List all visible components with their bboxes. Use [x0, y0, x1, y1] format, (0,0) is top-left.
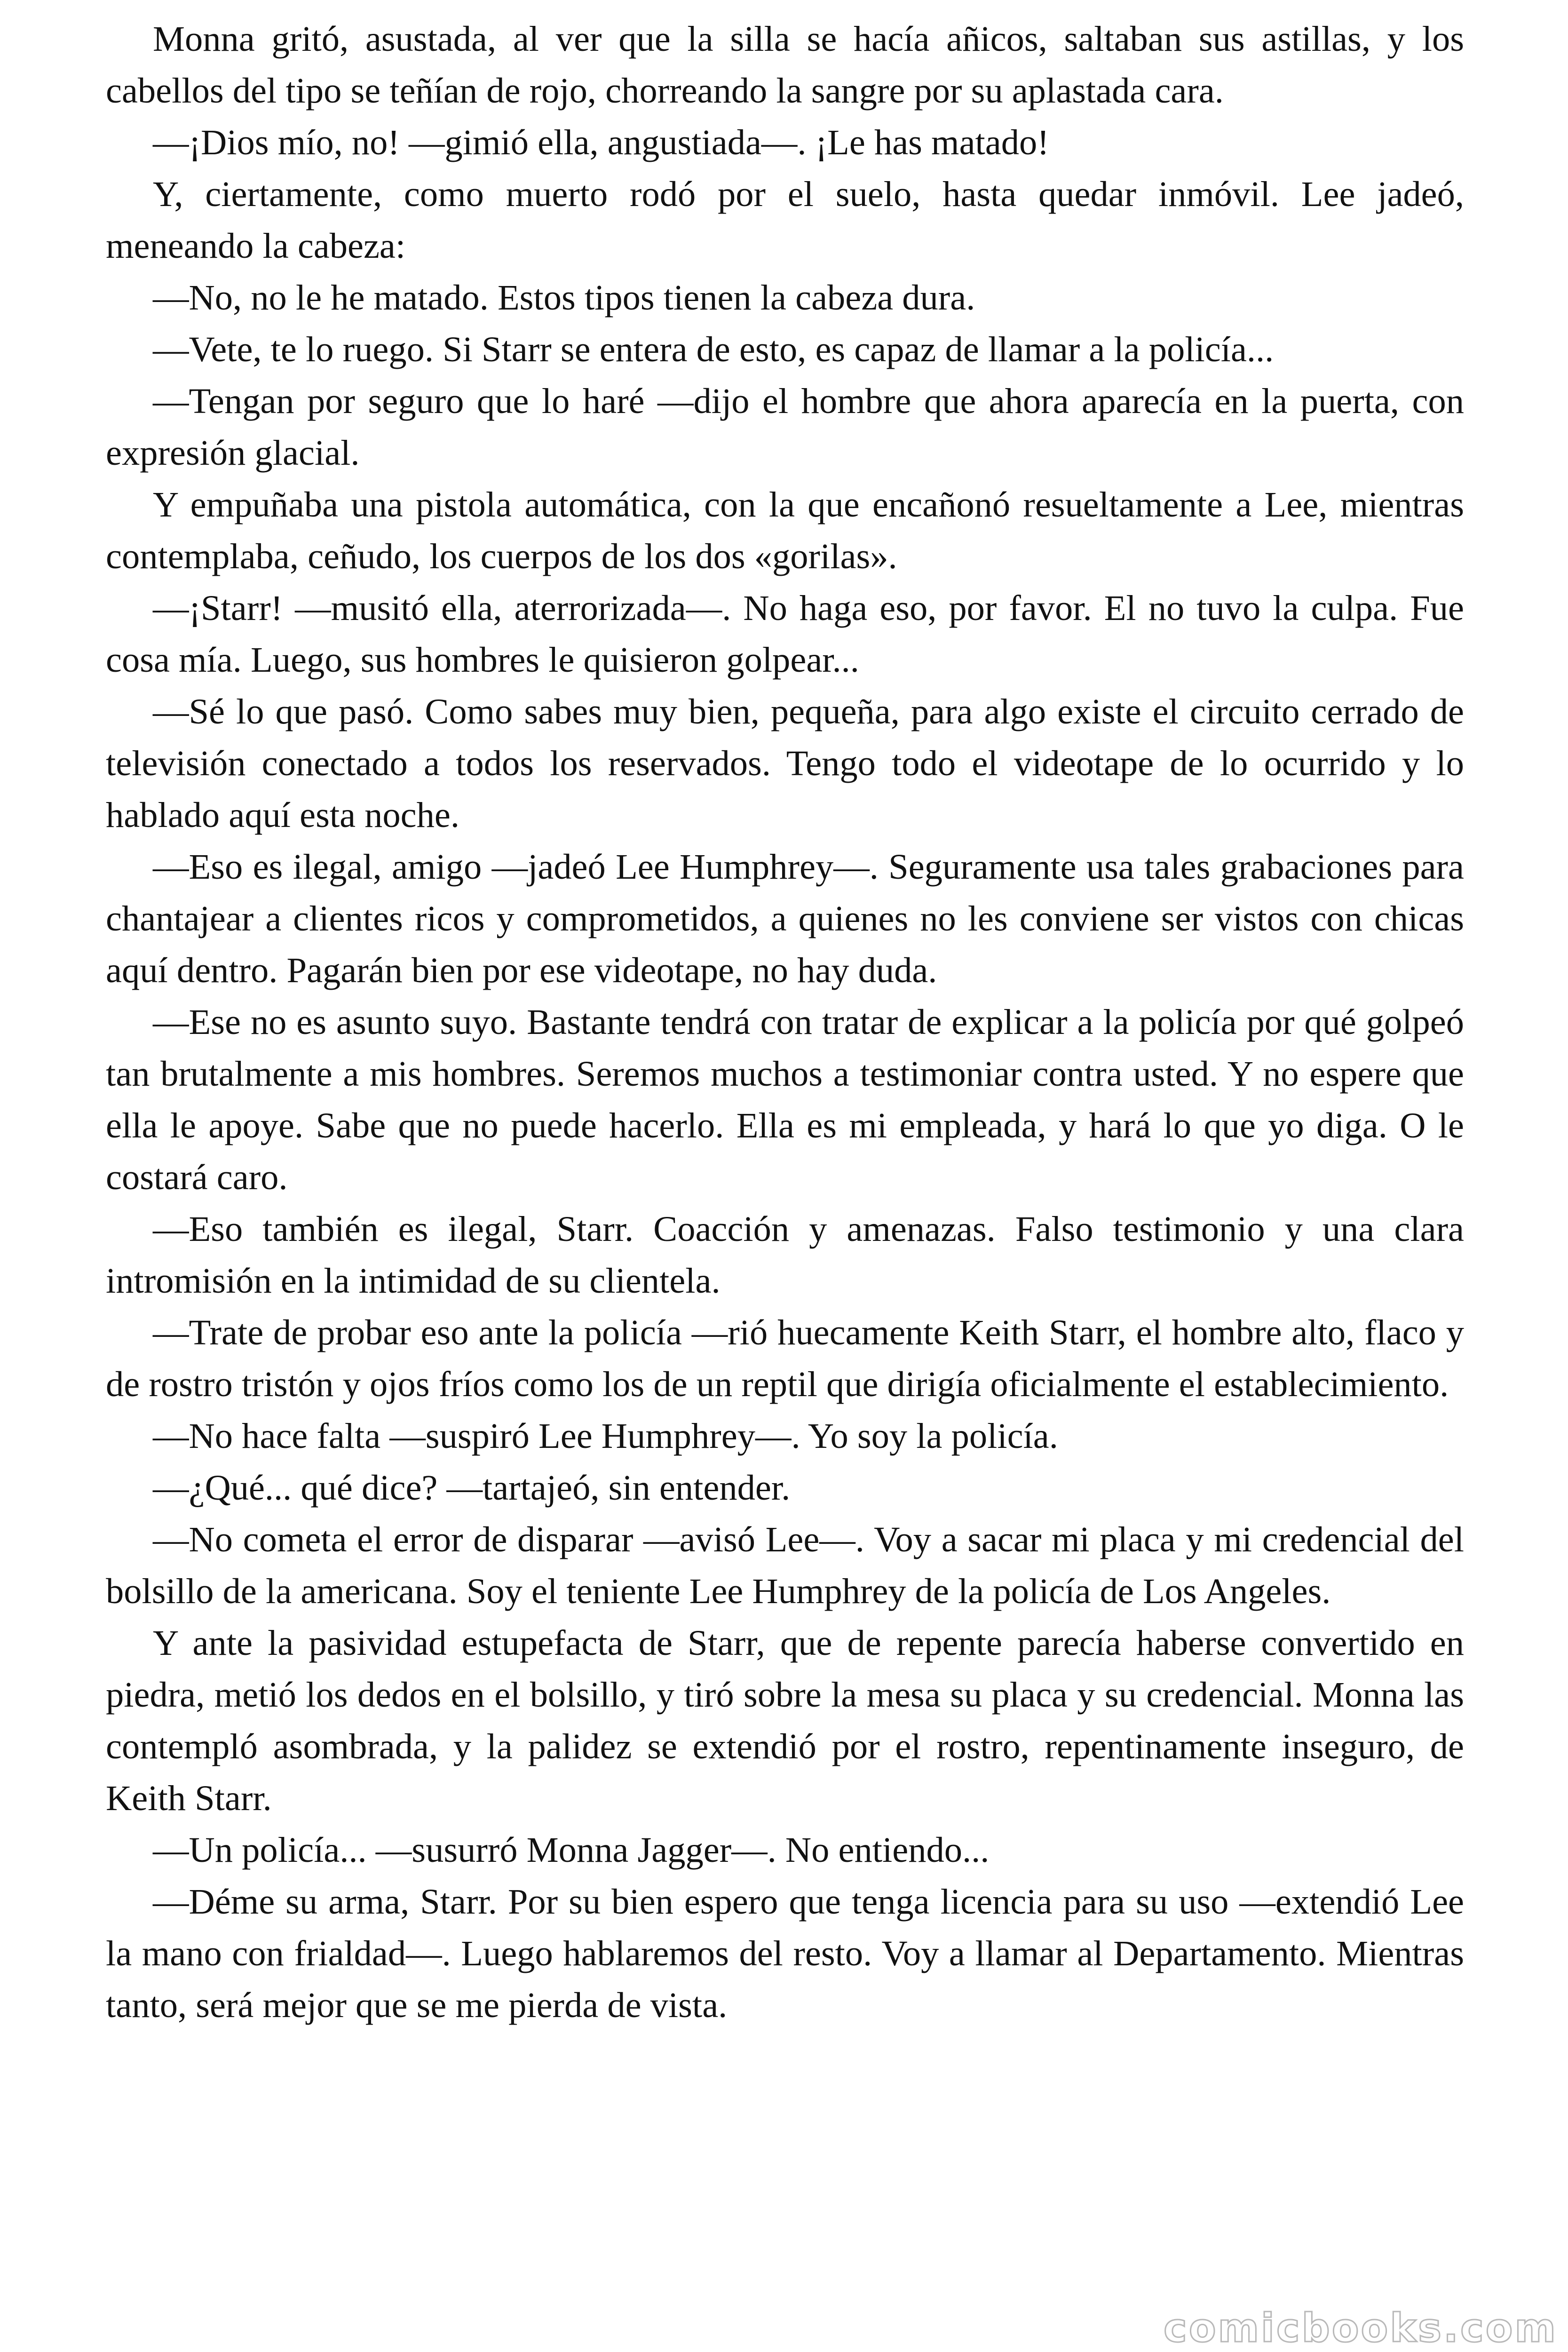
paragraph: —Trate de probar eso ante la policía —rió huecamente Keith Starr, el hombre alto, flaco y de rostro tristón y ojos fríos como los de un reptil que dirigía oficialmente el establecimiento.: [106, 1312, 1464, 1404]
paragraph: —Eso es ilegal, amigo —jadeó Lee Humphrey—. Seguramente usa tales grabaciones para chantajear a clientes ricos y comprometidos, a quienes no les conviene ser vistos con chicas aquí dentro. Pagarán bien por ese videotape, no hay duda.: [106, 847, 1464, 990]
paragraph: Y ante la pasividad estupefacta de Starr, que de repente parecía haberse convertido en piedra, metió los dedos en el bolsillo, y tiró sobre la mesa su placa y su credencial. Monna las contempló asombrada, y la palidez se extendió por el rostro, repentinamente inseguro, de Keith Starr.: [106, 1623, 1464, 1818]
paragraph: —No, no le he matado. Estos tipos tienen la cabeza dura.: [153, 278, 975, 318]
paragraph: Y, ciertamente, como muerto rodó por el suelo, hasta quedar inmóvil. Lee jadeó, meneando la cabeza:: [106, 174, 1464, 266]
paragraph: Y empuñaba una pistola automática, con la que encañonó resueltamente a Lee, mientras contemplaba, ceñudo, los cuerpos de los dos «gorilas».: [106, 485, 1464, 576]
paragraph: —Eso también es ilegal, Starr. Coacción y amenazas. Falso testimonio y una clara intromisión en la intimidad de su clientela.: [106, 1209, 1464, 1301]
paragraph: Monna gritó, asustada, al ver que la silla se hacía añicos, saltaban sus astillas, y los cabellos del tipo se teñían de rojo, chorreando la sangre por su aplastada cara.: [106, 19, 1464, 111]
watermark-logo: comicbooks.com: [1164, 2305, 1558, 2351]
paragraph: —Sé lo que pasó. Como sabes muy bien, pequeña, para algo existe el circuito cerrado de televisión conectado a todos los reservados. Tengo todo el videotape de lo ocurrido y lo hablado aquí esta noche.: [106, 691, 1464, 835]
paragraph: —¿Qué... qué dice? —tartajeó, sin entender.: [153, 1468, 791, 1508]
paragraph: —Un policía... —susurró Monna Jagger—. No entiendo...: [153, 1830, 990, 1870]
paragraph: —¡Starr! —musitó ella, aterrorizada—. No haga eso, por favor. El no tuvo la culpa. Fue cosa mía. Luego, sus hombres le quisieron golpear...: [106, 588, 1464, 680]
paragraph: —Ese no es asunto suyo. Bastante tendrá con tratar de explicar a la policía por qué golpeó tan brutalmente a mis hombres. Seremos muchos a testimoniar contra usted. Y no espere que ella le apoye. Sabe que no puede hacerlo. Ella es mi empleada, y hará lo que yo diga. O le costará caro.: [106, 1002, 1464, 1197]
paragraph: —No cometa el error de disparar —avisó Lee—. Voy a sacar mi placa y mi credencial del bolsillo de la americana. Soy el teniente Lee Humphrey de la policía de Los Angeles.: [106, 1519, 1464, 1611]
book-page-text: [106, 13, 1464, 2031]
paragraph: —No hace falta —suspiró Lee Humphrey—. Yo soy la policía.: [153, 1416, 1058, 1456]
paragraph: —Tengan por seguro que lo haré —dijo el hombre que ahora aparecía en la puerta, con expresión glacial.: [106, 381, 1464, 473]
paragraph: —¡Dios mío, no! —gimió ella, angustiada—. ¡Le has matado!: [153, 122, 1049, 162]
paragraph: —Vete, te lo ruego. Si Starr se entera de esto, es capaz de llamar a la policía...: [153, 329, 1274, 369]
paragraph: —Déme su arma, Starr. Por su bien espero que tenga licencia para su uso —extendió Lee la mano con frialdad—. Luego hablaremos del resto. Voy a llamar al Departamento. Mientras tanto, será mejor que se me pierda de vista.: [106, 1882, 1464, 2025]
